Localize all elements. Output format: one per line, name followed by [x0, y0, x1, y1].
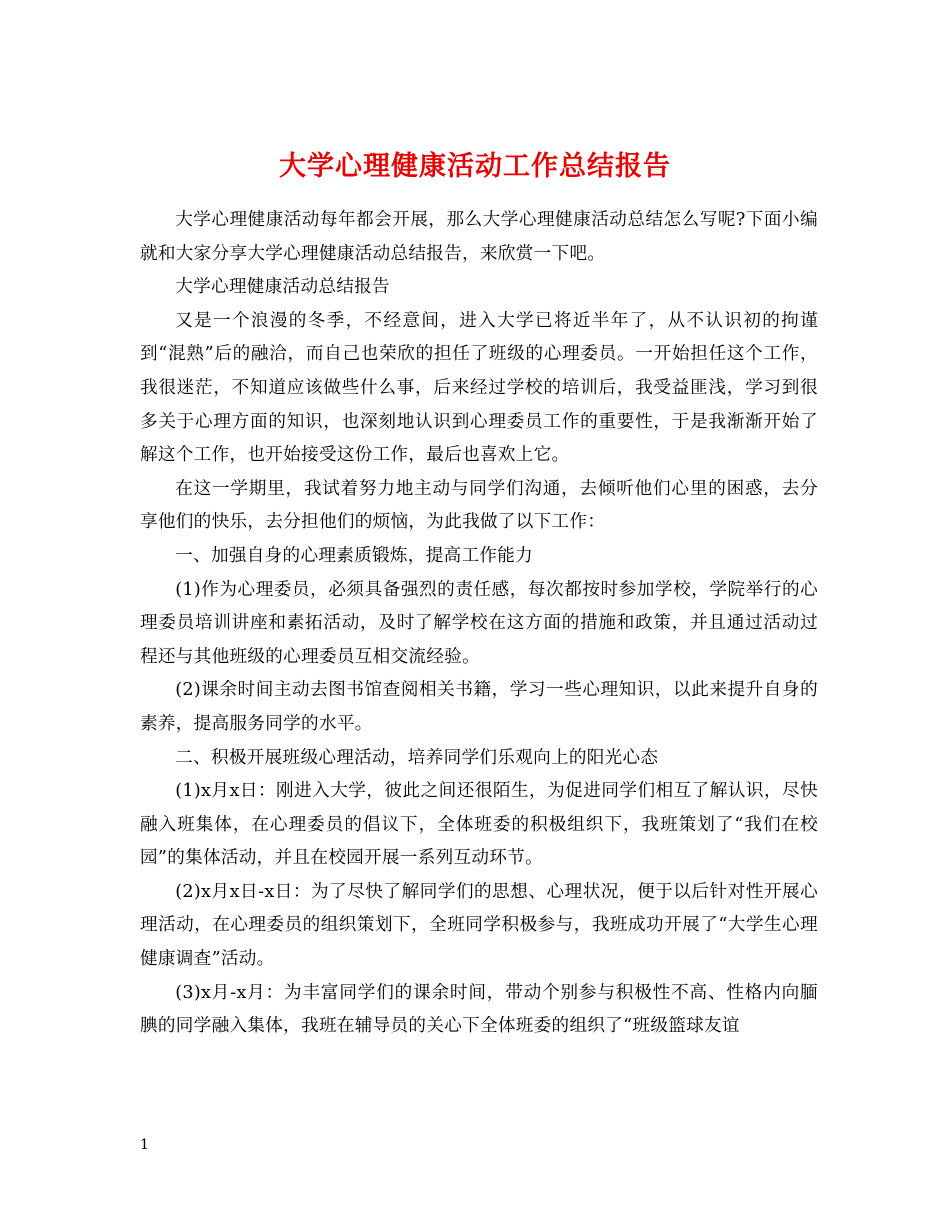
page-number: 1 [140, 1137, 149, 1153]
paragraph: 又是一个浪漫的冬季，不经意间，进入大学已将近半年了，从不认识初的拘谨到“混熟”后的融洽，而自己也荣欣的担任了班级的心理委员。一开始担任这个工作，我很迷茫，不知道应该做些什么事，后来经过学校的培训后，我受益匪浅，学习到很多关于心理方面的知识，也深刻地认识到心理委员工作的重要性，于是我渐渐开始了解这个工作，也开始接受这份工作，最后也喜欢上它。 [140, 310, 818, 466]
list-item: (2)x月x日-x日：为了尽快了解同学们的思想、心理状况，便于以后针对性开展心理活动，在心理委员的组织策划下，全班同学积极参与，我班成功开展了“大学生心理健康调查”活动。 [140, 881, 818, 970]
list-item: (2)课余时间主动去图书馆查阅相关书籍，学习一些心理知识，以此来提升自身的素养，提高服务同学的水平。 [140, 680, 818, 734]
section-heading: 一、加强自身的心理素质锻炼，提高工作能力 [175, 545, 534, 566]
document-body [140, 204, 818, 1044]
paragraph: 在这一学期里，我试着努力地主动与同学们沟通，去倾听他们心里的困惑，去分享他们的快乐，去分担他们的烦恼，为此我做了以下工作： [140, 478, 818, 533]
page-title: 大学心理健康活动工作总结报告 [279, 151, 671, 183]
section-heading: 二、积极开展班级心理活动，培养同学们乐观向上的阳光心态 [175, 747, 659, 768]
list-item: (3)x月-x月：为丰富同学们的课余时间，带动个别参与积极性不高、性格内向腼腆的同学融入集体，我班在辅导员的关心下全体班委的组织了“班级篮球友谊 [140, 982, 818, 1037]
list-item: (1)x月x日：刚进入大学，彼此之间还很陌生，为促进同学们相互了解认识，尽快融入班集体，在心理委员的倡议下，全体班委的积极组织下，我班策划了“我们在校园”的集体活动，并且在校园开展一系列互动环节。 [140, 781, 818, 869]
paragraph-intro: 大学心理健康活动每年都会开展，那么大学心理健康活动总结怎么写呢?下面小编就和大家分享大学心理健康活动总结报告，来欣赏一下吧。 [140, 210, 818, 264]
paragraph-subtitle: 大学心理健康活动总结报告 [175, 277, 390, 298]
list-item: (1)作为心理委员，必须具备强烈的责任感，每次都按时参加学校，学院举行的心理委员培训讲座和素拓活动，及时了解学校在这方面的措施和政策，并且通过活动过程还与其他班级的心理委员互相交流经验。 [140, 579, 818, 667]
